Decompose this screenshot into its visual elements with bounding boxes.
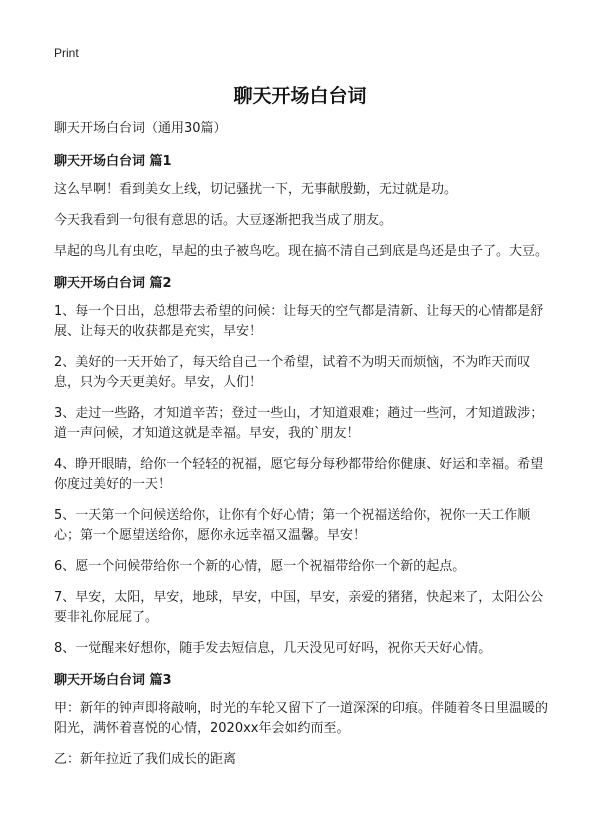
paragraph: 甲：新年的钟声即将敲响，时光的车轮又留下了一道深深的印痕。伴随着冬日里温暖的阳光，满怀着喜悦的心情，2020xx年会如约而至。	[54, 701, 549, 736]
document-title: 聊天开场白台词	[233, 85, 367, 107]
paragraph: 2、美好的一天开始了，每天给自己一个希望，试着不为明天而烦恼，不为昨天而叹息，只为今天更美好。早安，人们！	[54, 355, 531, 390]
paragraph: 6、愿一个问候带给你一个新的心情，愿一个祝福带给你一个新的起点。	[54, 559, 466, 574]
paragraph: 5、一天第一个问候送给你，让你有个好心情；第一个祝福送给你，祝你一天工作顺心；第一个愿望送给你，愿你永远幸福又温馨。早安！	[54, 508, 531, 543]
section-heading: 聊天开场白台词 篇3	[54, 673, 172, 688]
section-1	[54, 151, 554, 262]
section-heading: 聊天开场白台词 篇1	[54, 154, 172, 169]
section-2	[54, 273, 554, 659]
paragraph: 1、每一个日出，总想带去希望的问候：让每天的空气都是清新、让每天的心情都是舒展、让每天的收获都是充实，早安！	[54, 304, 544, 339]
paragraph: 今天我看到一句很有意思的话。大豆逐渐把我当成了朋友。	[54, 213, 393, 228]
paragraph: 早起的鸟儿有虫吃，早起的虫子被鸟吃。现在搞不清自己到底是鸟还是虫子了。大豆。	[54, 244, 549, 259]
paragraph: 4、睁开眼睛，给你一个轻轻的祝福，愿它每分每秒都带给你健康、好运和幸福。希望你度过美好的一天！	[54, 457, 544, 492]
paragraph: 这么早啊！看到美女上线，切记骚扰一下，无事献殷勤，无过就是功。	[54, 182, 458, 197]
paragraph: 8、一觉醒来好想你，随手发去短信息，几天没见可好吗，祝你天天好心情。	[54, 641, 492, 656]
section-3	[54, 670, 554, 770]
paragraph: 7、早安，太阳，早安，地球，早安，中国，早安，亲爱的猪猪，快起来了，太阳公公要非礼你屁屁了。	[54, 590, 544, 625]
section-heading: 聊天开场白台词 篇2	[54, 276, 172, 291]
document-body	[54, 118, 554, 781]
print-link[interactable]: Print	[54, 46, 79, 60]
document-subtitle: 聊天开场白台词（通用30篇）	[54, 121, 227, 136]
paragraph: 3、走过一些路，才知道辛苦；登过一些山，才知道艰难；趟过一些河，才知道跋涉；道一声问候，才知道这就是幸福。早安，我的`朋友！	[54, 406, 544, 441]
paragraph: 乙：新年拉近了我们成长的距离	[54, 752, 237, 767]
